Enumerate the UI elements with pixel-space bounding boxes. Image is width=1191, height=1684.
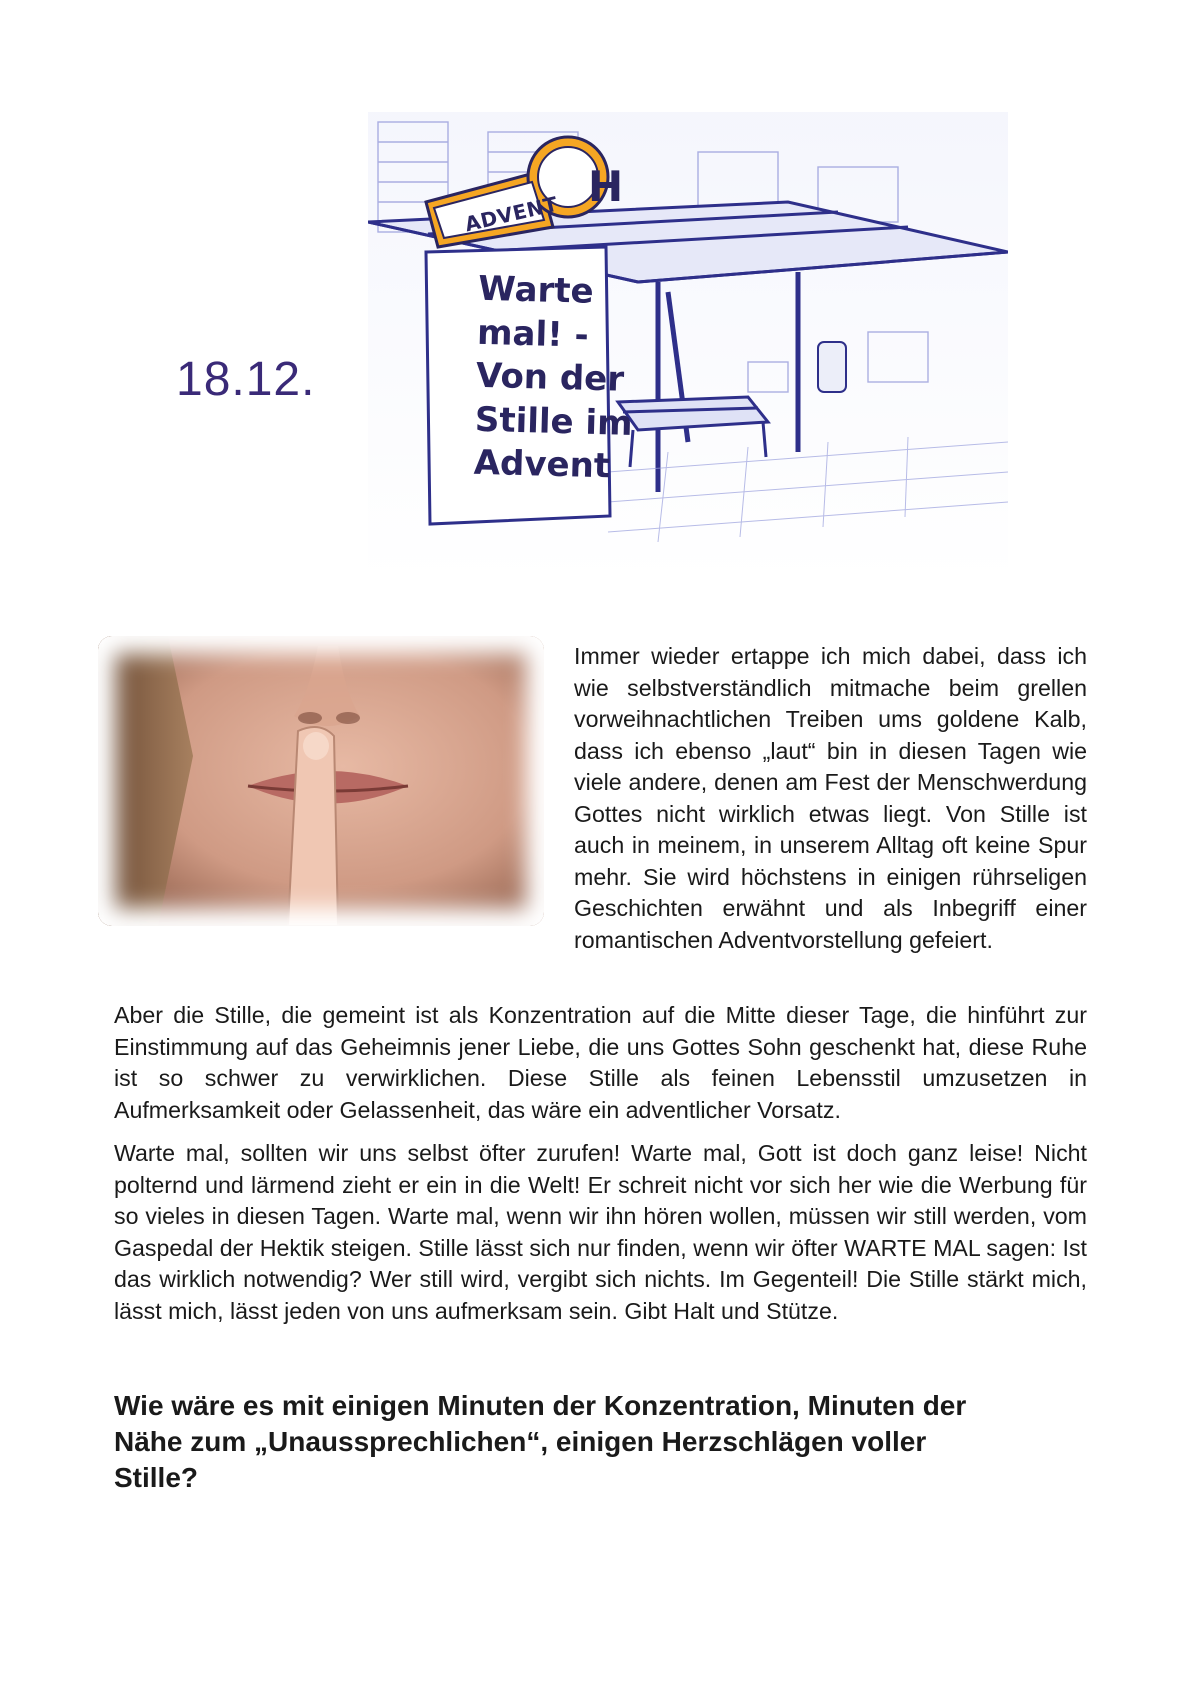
date-heading: 18.12.	[176, 353, 316, 406]
intro-paragraph: Immer wieder ertappe ich mich dabei, dass ich wie selbstverständlich mitmache beim grellen vorweihnachtlichen Treiben ums goldene Kalb, dass ich ebenso „laut“ bin in diesen Tagen wie viele andere, denen am Fest der Menschwerdung Gottes nicht wirklich etwas liegt. Von Stille ist auch in meinem, in unserem Alltag oft keine Spur mehr. Sie wird höchstens in einigen rührseligen Geschichten erwähnt und als Inbegriff einer romantischen Adventvorstellung gefeiert.	[574, 643, 1087, 953]
sign-title-line: Von der	[475, 355, 625, 400]
bus-stop-sketch	[368, 112, 1008, 582]
sign-title-line: Warte	[477, 268, 595, 312]
body-paragraph: Aber die Stille, die gemeint ist als Konzentration auf die Mitte dieser Tage, die hinführt zur Einstimmung auf das Geheimnis jener Liebe, die uns Gottes Sohn geschenkt hat, diese Ruhe ist so schwer zu verwirklichen. Diese Stille als feinen Lebensstil umzusetzen in Aufmerksamkeit oder Gelassenheit, das wäre ein adventlicher Vorsatz.	[114, 1002, 1087, 1123]
finger-on-lips-photo	[98, 636, 544, 926]
body-text	[114, 1000, 1087, 1339]
sign-title-line: Stille im	[474, 399, 634, 444]
photo-vignette	[98, 636, 544, 926]
body-paragraph: Warte mal, sollten wir uns selbst öfter zurufen! Warte mal, Gott ist doch ganz leise! Nicht polternd und lärmend zieht er ein in die Welt! Er schreit nicht vor sich her wie die Werbung für so vieles in diesen Tagen. Warte mal, wenn wir ihn hören wollen, müssen wir still werden, vom Gaspedal der Hektik steigen. Stille lässt sich nur finden, wenn wir öfter WARTE MAL sagen: Ist das wirklich notwendig? Wer still wird, vergibt sich nichts. Im Gegenteil! Die Stille stärkt mich, lässt mich, lässt jeden von uns aufmerksam sein. Gibt Halt und Stütze.	[114, 1140, 1087, 1324]
sign-title-line: Advent	[473, 442, 611, 487]
advent-bus-stop-illustration	[368, 112, 1008, 582]
closing-question: Wie wäre es mit einigen Minuten der Konzentration, Minuten der Nähe zum „Unaussprechlichen“, einigen Herzschlägen voller Stille?	[114, 1390, 967, 1493]
sign-title	[473, 268, 649, 490]
advent-badge-label: ADVENT	[462, 191, 561, 237]
sign-title-line: mal! -	[476, 312, 590, 356]
bus-stop-h-label: H	[588, 162, 624, 211]
